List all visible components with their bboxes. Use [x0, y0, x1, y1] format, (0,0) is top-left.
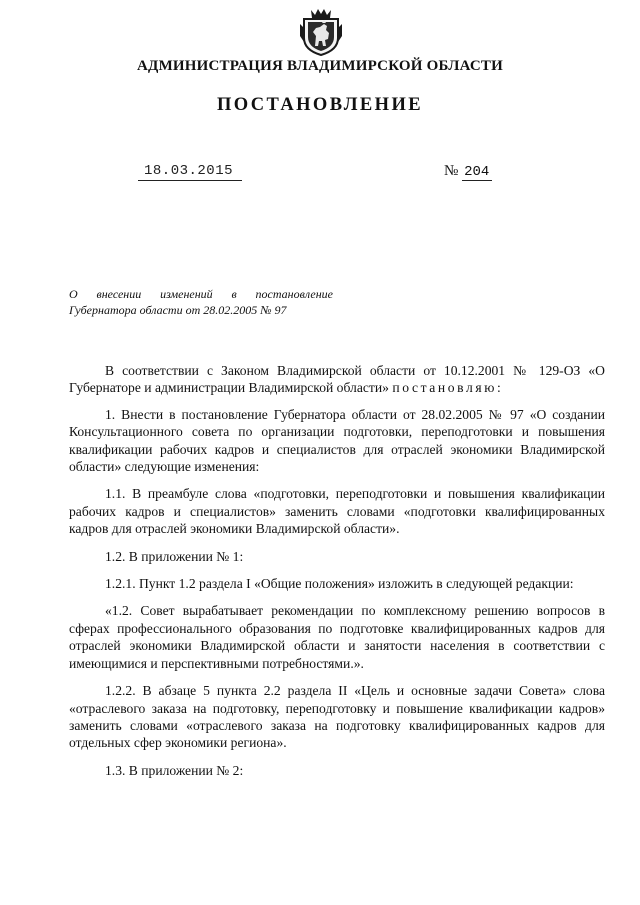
number-label: №	[444, 163, 459, 179]
organization-name: АДМИНИСТРАЦИЯ ВЛАДИМИРСКОЙ ОБЛАСТИ	[137, 58, 503, 74]
coat-of-arms-icon	[297, 6, 345, 56]
paragraph-1-2: 1.2. В приложении № 1:	[105, 548, 244, 564]
preamble-paragraph	[69, 362, 605, 397]
paragraph-1: 1. Внести в постановление Губернатора области от 28.02.2005 № 97 «О создании Консультационного совета по организации подготовки, переподготовки и повышения квалификации рабочих кадров и специалистов для отраслей экономики Владимирской области» следующие изменения:	[69, 406, 605, 475]
decree-word: постановляю:	[392, 380, 504, 396]
document-date: 18.03.2015	[138, 163, 242, 181]
subject-word: внесении	[96, 287, 142, 301]
quoted-paragraph: «1.2. Совет вырабатывает рекомендации по комплексному решению вопросов в сферах профессионального образования по подготовке квалифицированных кадров для отраслей экономики Владимирской области и занятости населения в соответствии с имеющимися и перспективными потребностями.».	[69, 603, 605, 671]
paragraph-1-2-1: 1.2.1. Пункт 1.2 раздела I «Общие положения» изложить в следующей редакции:	[105, 576, 574, 592]
subject-word: изменений	[160, 287, 213, 301]
subject-line-1	[69, 286, 333, 302]
paragraph-1-2-2: 1.2.2. В абзаце 5 пункта 2.2 раздела II «Цель и основные задачи Совета» слова «отраслевого заказа на подготовку, переподготовку и повышение квалификации кадров» заменить словами «отраслевого заказа на подготовку квалифицированных кадров для отдельных сфер экономики региона».	[69, 683, 605, 751]
document-body	[69, 362, 605, 789]
subject-word: в	[231, 287, 237, 301]
subject-word: О	[69, 287, 78, 301]
subject-word: постановление	[255, 287, 333, 301]
document-subject	[69, 286, 333, 318]
preamble-text: В соответствии с Законом Владимирской области от 10.12.2001 № 129-ОЗ «О Губернаторе и администрации Владимирской области»	[69, 363, 605, 396]
paragraph-1-3: 1.3. В приложении № 2:	[105, 762, 244, 778]
document-type: ПОСТАНОВЛЕНИЕ	[216, 95, 423, 115]
number-value: 204	[462, 164, 492, 181]
subject-line-2: Губернатора области от 28.02.2005 № 97	[69, 303, 287, 317]
paragraph-1-1: 1.1. В преамбуле слова «подготовки, переподготовки и повышения квалификации рабочих кадров и специалистов» заменить словами «подготовки квалифицированных кадров для отраслей экономики Владимирской области».	[69, 486, 605, 537]
document-number	[444, 163, 500, 181]
